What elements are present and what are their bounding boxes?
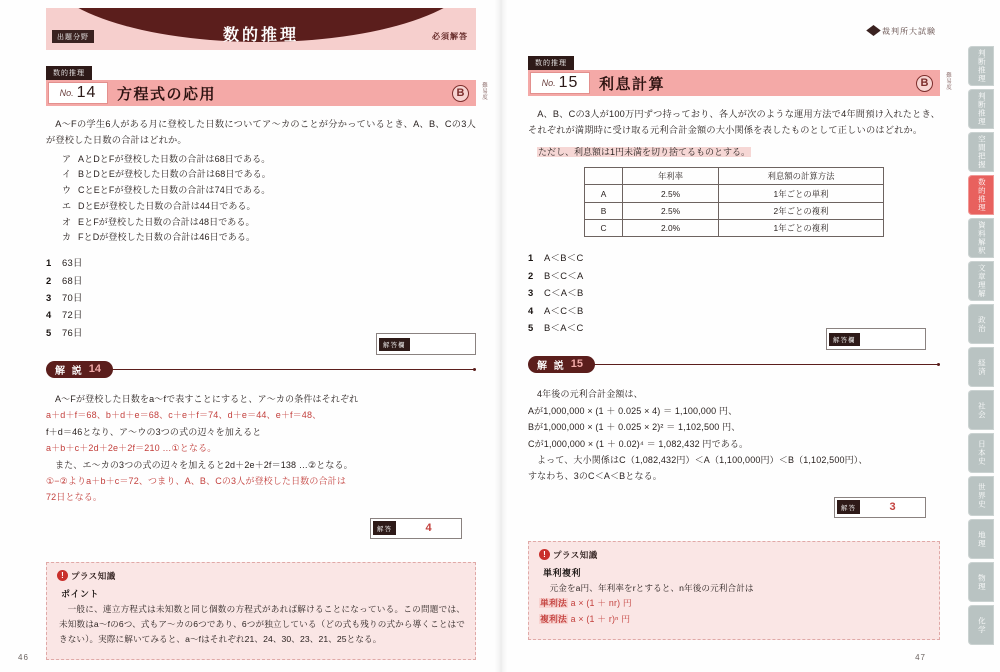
choice-text: A＜C＜B (544, 304, 584, 316)
plus-knowledge-subtitle: ポイント (61, 588, 100, 599)
explanation-body-right (528, 386, 940, 484)
choice-number: 1 (528, 252, 534, 264)
choice-item[interactable] (46, 254, 476, 271)
condition-item (46, 215, 476, 231)
explanation-paragraph: ①−②よりa＋b＋c＝72、つまり、A、B、Cの3人が登校した日数の合計は (46, 475, 346, 486)
explanation-header-left (46, 341, 476, 381)
exclamation-icon: ! (57, 570, 68, 581)
table-cell-method: 1年ごとの複利 (719, 220, 884, 237)
side-tab-2[interactable]: 空間把握 (968, 132, 994, 172)
question-number-box (48, 82, 108, 104)
choice-item[interactable] (528, 249, 940, 266)
question-title: 方程式の応用 (117, 85, 217, 103)
answer-value: 4 (425, 522, 432, 535)
side-tab-4[interactable]: 資料解釈 (968, 218, 994, 258)
side-tab-13[interactable]: 化学 (968, 605, 994, 645)
table-cell-rate: 2.5% (623, 185, 719, 202)
condition-item (46, 230, 476, 246)
answer-box-wrap-left (46, 518, 476, 544)
choice-number: 4 (46, 309, 52, 321)
formula-compound-expr: a × (1 ＋ r)ⁿ 円 (570, 613, 631, 624)
question-title: 利息計算 (599, 75, 666, 93)
explanation-formula-a: Aが1,000,000 × (1 ＋ 0.025 × 4) ＝ 1,100,000 円、 (528, 405, 738, 416)
choice-number: 2 (528, 269, 534, 281)
condition-key: ウ (62, 185, 72, 196)
explanation-paragraph: a＋b＋c＋2d＋2e＋2f＝210 …①となる。 (46, 443, 217, 454)
explanation-lead: 4年後の元利合計金額は、 (537, 389, 643, 400)
choice-item[interactable] (528, 284, 940, 301)
answer-slot-left[interactable] (376, 333, 476, 355)
plus-knowledge-box-left (46, 562, 476, 660)
explanation-label: 解 説 (55, 365, 84, 377)
question-number: 14 (76, 84, 97, 101)
choice-number: 5 (528, 322, 534, 334)
choice-text: 72日 (62, 309, 83, 321)
question-no-label: No. (541, 78, 556, 88)
explanation-rule (109, 369, 476, 370)
side-tab-1[interactable]: 判断推理 (968, 89, 994, 129)
condition-key: オ (62, 216, 72, 227)
difficulty-caption: 難易度 (945, 72, 951, 90)
right-page-top (528, 0, 940, 50)
question-lead-left (46, 117, 476, 149)
answer-box-wrap-right (528, 497, 940, 523)
plus-knowledge-box-right (528, 541, 940, 640)
choice-text: 76日 (62, 326, 83, 338)
banner-required-tag: 必須解答 (432, 32, 468, 41)
plus-knowledge-body (57, 602, 465, 648)
condition-text: CとEとFが登校した日数の合計は74日である。 (78, 185, 271, 196)
choice-item[interactable] (528, 267, 940, 284)
condition-text: DとEが登校した日数の合計は44日である。 (78, 200, 256, 211)
explanation-rule (591, 364, 940, 365)
choice-item[interactable] (46, 306, 476, 323)
question-note (528, 145, 940, 160)
choice-item[interactable] (46, 289, 476, 306)
condition-key: エ (62, 200, 72, 211)
explanation-number: 14 (88, 363, 102, 376)
explanation-label: 解 説 (537, 360, 566, 372)
plus-knowledge-label: プラス知識 (71, 570, 116, 581)
explanation-paragraph: 72日となる。 (46, 492, 103, 503)
choice-text: B＜C＜A (544, 269, 584, 281)
condition-item (46, 167, 476, 183)
choice-number: 2 (46, 274, 52, 286)
table-header-cell-rate: 年利率 (623, 167, 719, 184)
explanation-pill (46, 361, 113, 378)
question-title-bar (46, 80, 487, 106)
difficulty-badge: B (916, 75, 933, 92)
question-header-right (528, 50, 951, 96)
explanation-paragraph: f＋d＝46となり、ア〜ウの3つの式の辺々を加えると (46, 426, 262, 437)
interest-rate-table (584, 167, 884, 238)
side-tab-7[interactable]: 経済 (968, 347, 994, 387)
choice-number: 3 (528, 287, 534, 299)
table-cell-person: B (585, 202, 623, 219)
choice-number: 1 (46, 257, 52, 269)
formula-simple-expr: a × (1 ＋ nr) 円 (570, 597, 632, 608)
plus-knowledge-body (539, 581, 929, 596)
side-tab-11[interactable]: 地理 (968, 519, 994, 559)
page-number-right: 47 (915, 653, 926, 662)
side-tab-8[interactable]: 社会 (968, 390, 994, 430)
side-tab-5[interactable]: 文章理解 (968, 261, 994, 301)
plus-knowledge-header (57, 570, 465, 582)
side-tab-12[interactable]: 物理 (968, 562, 994, 602)
condition-text: EとFが登校した日数の合計は48日である。 (78, 216, 255, 227)
condition-text: AとDとFが登校した日数の合計は68日である。 (78, 153, 271, 164)
choice-number: 3 (46, 291, 52, 303)
condition-item (46, 183, 476, 199)
question-category-tag: 数的推理 (528, 56, 574, 70)
explanation-paragraph: a＋d＋f＝68、b＋d＋e＝68、c＋e＋f＝74、d＋e＝44、e＋f＝48、 (46, 410, 322, 421)
formula-compound-interest (539, 612, 929, 628)
choice-item[interactable] (528, 302, 940, 319)
choice-text: 68日 (62, 274, 83, 286)
page-number-left: 46 (18, 653, 29, 662)
table-header-row (585, 167, 884, 184)
choice-text: 70日 (62, 291, 83, 303)
subject-banner (46, 8, 476, 50)
question-category-tag: 数的推理 (46, 66, 92, 80)
diamond-icon (866, 25, 881, 36)
question-lead-text: A、B、Cの3人が100万円ずつ持っており、各人が次のような運用方法で4年間預け入れたとき、それぞれが満期時に受け取る元利合計金額の大小関係を表したものとして正しいのはどれか。 (528, 109, 940, 135)
question-header-left (46, 60, 487, 106)
choice-list-left (46, 254, 476, 341)
explanation-pill (528, 356, 595, 373)
condition-key: ア (62, 153, 72, 164)
explanation-paragraph: A〜Fが登校した日数をa〜fで表すことにすると、ア〜カの条件はそれぞれ (55, 394, 359, 405)
question-number: 15 (558, 74, 579, 91)
plus-knowledge-label: プラス知識 (553, 549, 598, 560)
exam-source-text: 裁判所大試験 (882, 27, 936, 36)
plus-knowledge-text: 一般に、連立方程式は未知数と同じ個数の方程式があれば解けることになっている。この問題では、未知数はa〜fの6つ、式もア〜カの6つであり、6つが独立している（どの式も残りの式から導くことはできない）。実際に解いてみると、a〜fはそれぞれ21、24、30、23、21、25となる。 (59, 603, 465, 645)
formula-compound-label: 複利法 (540, 613, 567, 624)
explanation-header-right (528, 336, 940, 376)
table-cell-person: C (585, 220, 623, 237)
condition-item (46, 199, 476, 215)
answer-slot-tag: 解答欄 (379, 338, 410, 351)
table-cell-method: 1年ごとの単利 (719, 185, 884, 202)
choice-number: 4 (528, 304, 534, 316)
answer-label: 解答 (373, 521, 396, 535)
condition-item (46, 152, 476, 168)
right-page (500, 0, 1000, 672)
choice-text: 63日 (62, 257, 83, 269)
explanation-formula-c: Cが1,000,000 × (1 ＋ 0.02)⁴ ＝ 1,082,432 円である。 (528, 438, 749, 449)
difficulty-badge: B (452, 85, 469, 102)
question-lead-right (528, 107, 940, 139)
banner-category-tag: 出題分野 (52, 30, 94, 43)
condition-key: イ (62, 169, 72, 180)
formula-simple-label: 単利法 (540, 597, 567, 608)
choice-list-right (528, 249, 940, 336)
banner-subject-title: 数的推理 (222, 27, 300, 44)
answer-slot-tag: 解答欄 (829, 333, 860, 346)
answer-box-left (370, 518, 462, 539)
answer-box-right (834, 497, 926, 518)
explanation-formula-b: Bが1,000,000 × (1 ＋ 0.025 × 2)² ＝ 1,102,500 円、 (528, 422, 741, 433)
choice-item[interactable] (46, 272, 476, 289)
exam-source-mark (869, 26, 936, 37)
explanation-paragraph: また、エ〜カの3つの式の辺々を加えると2d＋2e＋2f＝138 …②となる。 (55, 459, 353, 470)
plus-knowledge-subtitle: 単利複利 (543, 567, 582, 578)
table-cell-method: 2年ごとの複利 (719, 202, 884, 219)
choice-text: A＜B＜C (544, 252, 584, 264)
difficulty-caption: 難易度 (481, 82, 487, 100)
side-tab-10[interactable]: 世界史 (968, 476, 994, 516)
table-cell-person: A (585, 185, 623, 202)
side-tab-6[interactable]: 政治 (968, 304, 994, 344)
explanation-conclusion-2: すなわち、3のC＜A＜Bとなる。 (528, 471, 662, 482)
question-lead-text: A〜Fの学生6人がある月に登校した日数についてア〜カのことが分かっているとき、A、B、Cの3人が登校した日数の合計はどれか。 (46, 119, 476, 145)
condition-text: FとDが登校した日数の合計は46日である。 (78, 232, 256, 243)
table-row (585, 185, 884, 202)
answer-label: 解答 (837, 500, 860, 514)
plus-knowledge-header (539, 549, 929, 561)
table-header-cell-blank (585, 167, 623, 184)
side-tab-0[interactable]: 判断推理 (968, 46, 994, 86)
answer-value: 3 (889, 501, 896, 514)
choice-text: B＜A＜C (544, 322, 584, 334)
condition-list (46, 152, 476, 247)
condition-key: カ (62, 232, 72, 243)
side-tab-3-active[interactable]: 数的推理 (968, 175, 994, 215)
table-row (585, 220, 884, 237)
choice-number: 5 (46, 326, 52, 338)
question-note-text: ただし、利息額は1円未満を切り捨てるものとする。 (538, 146, 751, 157)
answer-slot-right[interactable] (826, 328, 926, 350)
explanation-body-left (46, 391, 476, 506)
explanation-conclusion: よって、大小関係はC（1,082,432円）＜A（1,100,000円）＜B（1,102,500円）、 (537, 454, 868, 465)
side-index-tabs (968, 46, 998, 645)
plus-knowledge-text: 元金をa円、年利率をrとすると、n年後の元利合計は (549, 582, 754, 593)
question-title-bar (528, 70, 951, 96)
table-header-cell-method: 利息額の計算方法 (719, 167, 884, 184)
table-row (585, 202, 884, 219)
condition-text: BとDとEが登校した日数の合計は68日である。 (78, 169, 271, 180)
side-tab-9[interactable]: 日本史 (968, 433, 994, 473)
question-number-box (530, 72, 590, 94)
formula-simple-interest (539, 596, 929, 612)
explanation-number: 15 (570, 358, 584, 371)
question-no-label: No. (59, 88, 74, 98)
table-cell-rate: 2.5% (623, 202, 719, 219)
table-cell-rate: 2.0% (623, 220, 719, 237)
choice-text: C＜A＜B (544, 287, 584, 299)
exclamation-icon: ! (539, 549, 550, 560)
